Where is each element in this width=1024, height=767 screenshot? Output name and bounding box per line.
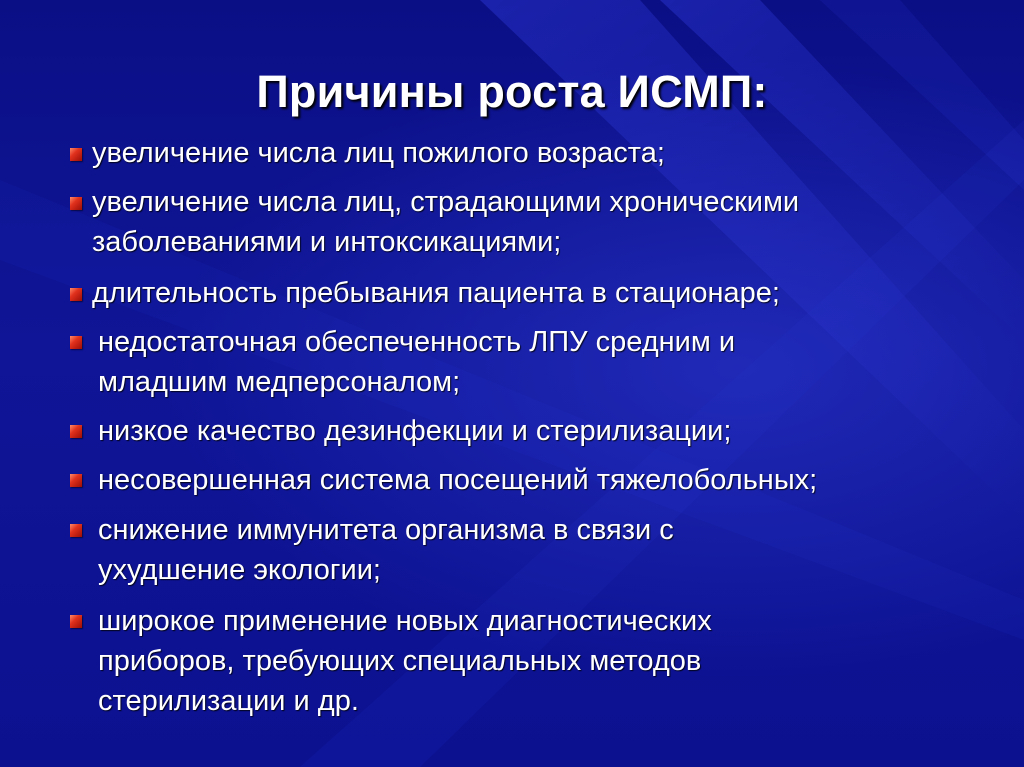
- bullet-square-icon: [70, 524, 82, 537]
- bullet-text: длительность пребывания пациента в стационаре;: [92, 277, 780, 309]
- bullet-square-icon: [70, 615, 82, 628]
- slide-title: Причины роста ИСМП:: [256, 66, 768, 117]
- bullet-square-icon: [70, 288, 82, 301]
- bullet-square-icon: [70, 336, 82, 349]
- bullet-text: широкое применение новых диагностических приборов, требующих специальных методов стерилизации и др.: [98, 605, 712, 717]
- bullet-text: низкое качество дезинфекции и стерилизации;: [98, 415, 732, 447]
- bullet-text: снижение иммунитета организма в связи с ухудшение экологии;: [98, 514, 674, 586]
- bullet-square-icon: [70, 148, 82, 161]
- bullet-square-icon: [70, 474, 82, 487]
- bullet-text: недостаточная обеспеченность ЛПУ средним и младшим медперсоналом;: [98, 326, 736, 398]
- bullet-text: увеличение числа лиц пожилого возраста;: [92, 137, 665, 169]
- bullet-text: несовершенная система посещений тяжелобольных;: [98, 464, 818, 496]
- bullet-text: увеличение числа лиц, страдающими хроническими заболеваниями и интоксикациями;: [92, 186, 800, 258]
- bullet-square-icon: [70, 197, 82, 210]
- bullet-square-icon: [70, 425, 82, 438]
